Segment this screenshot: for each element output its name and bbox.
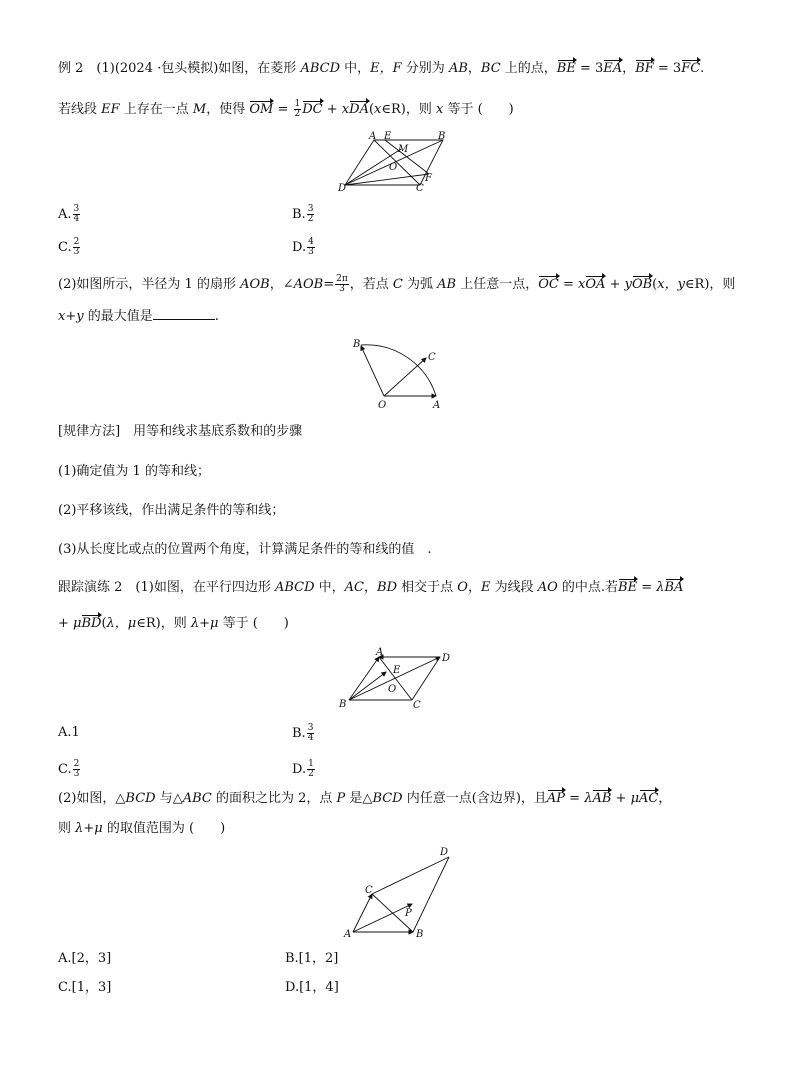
track-line2 [58,615,289,633]
fig-label-O: O [378,400,387,411]
track2-line1 [58,790,671,808]
text: 中， [314,580,345,595]
fig-label-O: O [388,684,397,695]
text: 相交于点 [397,580,458,595]
text: 的中点.若 [557,580,619,595]
text: M [192,102,207,117]
ex2-option-d[interactable] [292,238,316,257]
text: ( [368,102,375,117]
track-option-b[interactable] [292,724,315,743]
text: x [341,102,350,117]
ex2-option-a[interactable] [58,205,81,224]
denominator: 2 [294,109,301,119]
fig-label-A: A [344,929,352,940]
text: ( [101,616,107,631]
ex2b-line2 [58,307,219,326]
text: x，y [657,277,685,292]
denominator: 4 [73,214,80,224]
text: BD [377,580,397,595]
fraction [307,205,315,224]
fig-label-A: A [376,647,384,658]
text: = [565,791,585,806]
vector: OC [538,277,559,292]
text: 等于 ( ) [443,102,514,117]
fraction [73,238,81,257]
text: 上的点， [500,61,557,76]
text: 跟踪演练 2 (1)如图，在平行四边形 [58,580,275,595]
fig-label-P: P [405,908,412,919]
text: ABCD [300,61,341,76]
text: C [392,277,403,292]
numerator: 2 [73,759,80,769]
method-step-2: (2)平移该线，作出满足条件的等和线； [58,503,285,518]
text: BC [480,61,501,76]
fraction [73,205,81,224]
numerator: 4 [308,237,314,247]
text: 的面积之比为 2，点 [211,791,337,806]
fig-label-C: C [416,183,424,194]
text: 与△ [155,791,183,806]
text: 等于 ( ) [218,616,289,631]
text: 分别为 [401,61,449,76]
numerator: 2 [73,237,80,247]
denominator: 4 [307,733,314,743]
fig-label-E: E [384,131,392,142]
method-title: [规律方法] 用等和线求基底系数和的步骤 [58,424,303,439]
answer-blank[interactable] [153,307,215,320]
text: λ [584,791,593,806]
fig-label-E: E [393,665,401,676]
vector: DC [302,102,323,117]
fig-label-C: C [413,700,421,711]
vector: AB [592,791,612,806]
fraction [73,760,81,779]
numerator: 3 [307,723,314,733]
ex2-option-b[interactable] [292,205,315,224]
track-option-d[interactable] [292,760,316,779]
fig-label-D: D [338,183,347,194]
text: BCD [372,791,403,806]
vector: OM [249,102,274,117]
text: 为线段 [490,580,538,595]
track2-option-c[interactable]: C.[1，3] [58,980,112,995]
fig-label-F: F [425,173,432,184]
fig-label-B: B [438,131,446,142]
method-step-3: (3)从长度比或点的位置两个角度，计算满足条件的等和线的值 . [58,542,432,557]
option-letter: D. [292,762,307,777]
text: ( [652,277,658,292]
fig-label-B: B [339,699,347,710]
triangle-figure [340,842,460,942]
text: = [273,102,293,117]
fraction [294,100,302,119]
text: + [58,616,74,631]
vector: AP [546,791,566,806]
text: ABC [182,791,212,806]
text: ，∠ [269,277,294,292]
text: x [578,277,586,292]
text: ∈R)，则 [136,616,191,631]
method-step-1: (1)确定值为 1 的等和线； [58,464,210,479]
option-letter: D. [292,240,307,255]
vector: OA [585,277,606,292]
text: ， [364,580,378,595]
option-letter: B. [292,726,306,741]
text: (2)如图，△ [58,791,126,806]
track-line1 [58,579,683,597]
vector: BE [618,580,638,595]
fig-label-D: D [440,847,449,858]
text: 的最大值是 [83,309,153,324]
text: 上任意一点， [456,277,539,292]
text: ∈R)，则 [684,277,736,292]
ex2-line2 [58,100,514,119]
denominator: 3 [73,247,80,257]
option-letter: C. [58,762,72,777]
text: AOB [293,277,324,292]
text: ABCD [274,580,315,595]
denominator: 2 [307,214,314,224]
text: (2)如图所示，半径为 1 的扇形 [58,277,241,292]
fig-label-O: O [389,162,398,173]
text: ∈R)，则 [381,102,436,117]
text: = [637,580,657,595]
text: = 3 [575,61,604,76]
text: O [457,580,468,595]
denominator: 3 [308,247,314,257]
vector: BF [635,61,654,76]
track2-option-d[interactable]: D.[1，4] [285,980,339,995]
numerator: 1 [308,759,314,769]
text: 的取值范围为 ( ) [102,821,226,836]
sector-figure [348,333,448,413]
track2-option-a[interactable]: A.[2，3] [58,951,112,966]
fig-label-A: A [369,131,377,142]
text: AB [448,61,468,76]
vector: EA [603,61,623,76]
denominator: 3 [339,284,345,294]
text: . [700,61,705,76]
fraction [307,724,315,743]
text: 例 2 (1)(2024 ·包头模拟)如图，在菱形 [58,61,301,76]
vector: FC [681,61,701,76]
text: BCD [125,791,156,806]
track2-line2 [58,820,225,838]
text: ，若点 [349,277,393,292]
text: 若线段 [58,102,102,117]
track-option-c[interactable] [58,760,81,779]
option-letter: C. [58,240,72,255]
text: + [611,791,631,806]
vector: AC [639,791,659,806]
track-option-a[interactable]: A.1 [58,725,80,740]
text: 则 [58,821,76,836]
numerator: 3 [307,204,314,214]
option-letter: A. [58,207,72,222]
text: μ [630,791,640,806]
text: 为弧 [402,277,438,292]
fig-label-D: D [442,653,451,664]
text: AC [344,580,364,595]
text: μ [73,616,82,631]
text: E [480,580,491,595]
vector: BA [664,580,684,595]
vector: BD [81,616,102,631]
ex2-line1 [58,60,704,78]
rhombus-figure [336,128,456,194]
text: 上存在一点 [119,102,193,117]
text: = 3 [653,61,682,76]
text: ，使得 [206,102,250,117]
text: = [558,277,579,292]
option-letter: B. [292,207,306,222]
ex2b-line1 [58,275,735,294]
numerator: 3 [73,204,80,214]
text: ， [658,791,672,806]
vector: OB [631,277,653,292]
text: AO [537,580,558,595]
numerator: 2π [336,274,348,284]
text: λ，μ [106,616,137,631]
text: λ+μ [75,821,103,836]
denominator: 2 [308,769,314,779]
text: E，F [370,61,402,76]
text: . [214,309,219,324]
fig-label-B: B [416,929,424,940]
text: AOB [240,277,270,292]
fig-label-A: A [433,400,441,411]
text: λ [656,580,665,595]
text: 中， [340,61,371,76]
fig-label-C: C [428,352,436,363]
text: = [323,277,335,292]
fraction [335,275,349,294]
text: ， [467,61,481,76]
text: x [374,102,382,117]
text: EF [101,102,120,117]
text: 是△ [345,791,373,806]
denominator: 3 [73,769,80,779]
fig-label-M: M [398,144,409,155]
fraction [307,760,315,779]
text: + [605,277,625,292]
fig-label-B: B [353,339,361,350]
vector: DA [349,102,369,117]
track2-option-b[interactable]: B.[1，2] [285,951,339,966]
parallelogram-figure [336,642,460,712]
text: x [436,102,444,117]
text: AB [437,277,457,292]
fraction [307,238,315,257]
vector: BE [556,61,576,76]
ex2-option-c[interactable] [58,238,81,257]
text: ， [467,580,481,595]
text: x+y [58,309,84,324]
text: 内任意一点(含边界)，且 [402,791,547,806]
numerator: 1 [294,99,301,109]
text: + [322,102,342,117]
text: y [624,277,632,292]
text: P [336,791,346,806]
text: ， [622,61,636,76]
text: λ+μ [190,616,219,631]
fig-label-C: C [365,885,373,896]
